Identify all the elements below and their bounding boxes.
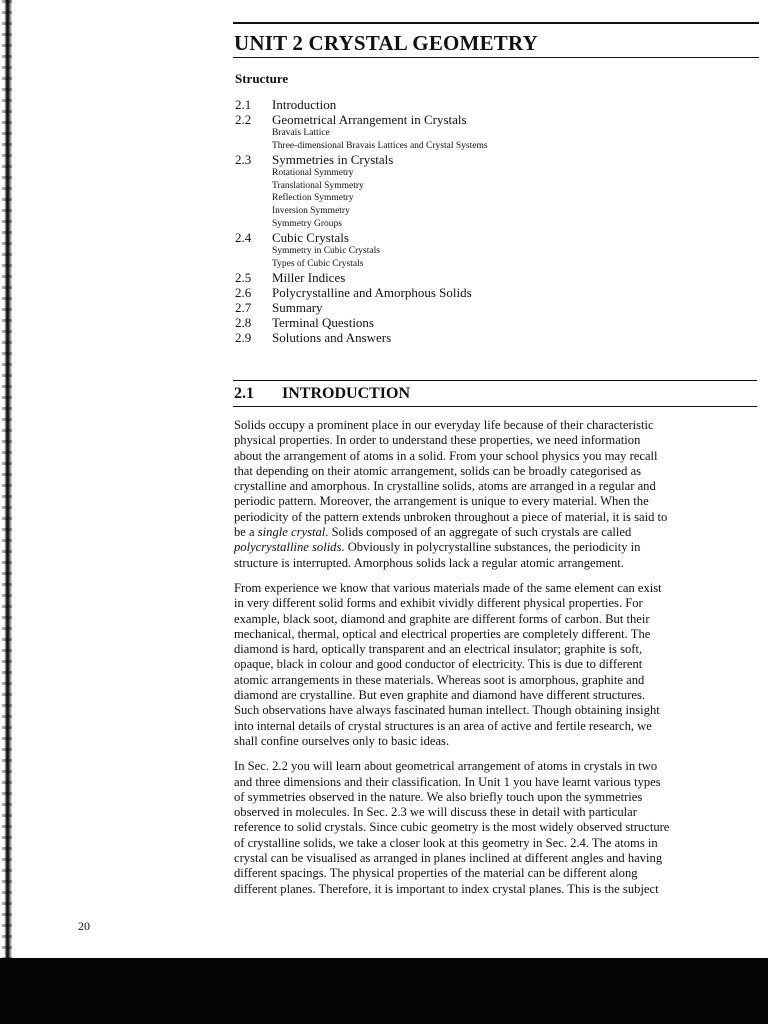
text-line: Such observations have always fascinated human intellect. Though obtaining insight xyxy=(234,703,660,718)
text-line: that depending on their atomic arrangement, solids can be broadly categorised as xyxy=(234,463,642,478)
text-line: crystalline and amorphous. In crystalline solids, atoms are arranged in a regular and xyxy=(234,479,656,494)
section-title-text: INTRODUCTION xyxy=(282,385,411,402)
toc-subitem: Symmetry Groups xyxy=(272,218,342,229)
toc-item-number: 2.3 xyxy=(235,152,252,168)
toc-item xyxy=(235,315,655,330)
toc-item xyxy=(235,270,655,285)
toc-item-title: Summary xyxy=(272,300,323,316)
toc-item-number: 2.1 xyxy=(235,97,252,112)
toc-item-title: Miller Indices xyxy=(272,270,346,286)
table-of-contents xyxy=(235,97,655,345)
text-line: of crystalline solids, we take a closer look at this geometry in Sec. 2.4. The atoms in xyxy=(234,835,658,850)
toc-item xyxy=(235,112,655,127)
toc-item-number: 2.9 xyxy=(235,330,252,346)
section-rule-bottom xyxy=(233,406,757,407)
toc-subitem: Inversion Symmetry xyxy=(272,205,350,216)
section-rule-top xyxy=(233,380,757,381)
unit-title: UNIT 2 CRYSTAL GEOMETRY xyxy=(234,31,538,55)
toc-item-title: Introduction xyxy=(272,97,337,112)
toc-item xyxy=(235,300,655,315)
paragraph xyxy=(234,418,734,571)
toc-subitem: Bravais Lattice xyxy=(272,128,330,138)
text-line: of symmetries observed in the nature. We also briefly touch upon the symmetries xyxy=(234,789,643,804)
text-line: diamond is hard, optically transparent and an electrical insulator; graphite is soft, xyxy=(234,642,643,657)
text-line: be a single crystal. Solids composed of an aggregate of such crystals are called xyxy=(234,525,632,540)
toc-item-number: 2.6 xyxy=(235,285,252,301)
toc-subitem: Translational Symmetry xyxy=(272,180,364,191)
toc-item-title: Cubic Crystals xyxy=(272,230,349,246)
toc-item xyxy=(235,152,655,167)
toc-subitem: Reflection Symmetry xyxy=(272,193,354,204)
text-line: in very different solid forms and exhibit vividly different physical properties. For xyxy=(234,596,643,611)
text-line: periodicity of the pattern extends unbroken throughout a piece of material, it is said to xyxy=(234,509,668,524)
text-line: Solids occupy a prominent place in our everyday life because of their characteristic xyxy=(234,418,654,432)
toc-item-title: Geometrical Arrangement in Crystals xyxy=(272,112,467,127)
text-line: opaque, black in colour and good conductor of electricity. This is due to different xyxy=(234,657,643,672)
toc-item-title: Terminal Questions xyxy=(272,315,374,331)
toc-item-title: Solutions and Answers xyxy=(272,330,392,346)
text-line: different spacings. The physical properties of the material can be different along xyxy=(234,866,638,881)
text-line: In Sec. 2.2 you will learn about geometrical arrangement of atoms in crystals in two xyxy=(234,759,658,774)
toc-item-number: 2.7 xyxy=(235,300,252,316)
section-number: 2.1 xyxy=(234,385,254,402)
text-line: diamond are crystalline. But even graphite and diamond have different structures. xyxy=(234,688,646,703)
scan-bottom-shadow xyxy=(0,958,768,1024)
text-line: physical properties. In order to understand these properties, we need information xyxy=(234,433,641,448)
text-line: observed in molecules. In Sec. 2.3 we will discuss these in detail with particular xyxy=(234,805,637,820)
text-line: periodic pattern. Moreover, the arrangement is unique to every material. When the xyxy=(234,494,649,509)
toc-subitems xyxy=(272,167,655,230)
toc-item-number: 2.4 xyxy=(235,230,252,246)
toc-subitem: Three-dimensional Bravais Lattices and Crystal Systems xyxy=(272,140,488,151)
toc-item-number: 2.2 xyxy=(235,112,252,127)
toc-subitems xyxy=(272,127,655,152)
text-line: crystal can be visualised as arranged in planes inclined at different angles and having xyxy=(234,851,663,866)
toc-item xyxy=(235,285,655,300)
toc-subitem: Rotational Symmetry xyxy=(272,168,354,179)
toc-item xyxy=(235,97,655,112)
toc-subitem: Types of Cubic Crystals xyxy=(272,258,364,269)
text-line: polycrystalline solids. Obviously in polycrystalline substances, the periodicity in xyxy=(234,540,641,555)
text-line: and three dimensions and their classification. In Unit 1 you have learnt various types xyxy=(234,774,661,789)
paragraph xyxy=(234,759,734,897)
page-number: 20 xyxy=(78,919,90,933)
text-line: different planes. Therefore, it is important to index crystal planes. This is the subject xyxy=(234,881,659,896)
toc-item xyxy=(235,330,655,345)
toc-item-title: Polycrystalline and Amorphous Solids xyxy=(272,285,472,301)
toc-subitem: Symmetry in Cubic Crystals xyxy=(272,246,380,257)
structure-label: Structure xyxy=(235,71,289,86)
text-line: reference to solid crystals. Since cubic geometry is the most widely observed structure xyxy=(234,820,670,835)
scan-binding-edge xyxy=(0,0,22,1024)
body-text xyxy=(234,418,734,907)
toc-item-number: 2.8 xyxy=(235,315,252,331)
unit-header xyxy=(233,22,759,58)
paragraph xyxy=(234,581,734,749)
toc-item xyxy=(235,230,655,245)
text-line: about the arrangement of atoms in a solid. From your school physics you may recall xyxy=(234,448,658,463)
section-title xyxy=(234,383,757,405)
toc-item-title: Symmetries in Crystals xyxy=(272,152,394,168)
text-line: mechanical, thermal, optical and electrical properties are completely different. The xyxy=(234,626,651,641)
toc-subitems xyxy=(272,245,655,270)
text-line: example, black soot, diamond and graphite are different forms of carbon. But their xyxy=(234,611,650,626)
toc-item-number: 2.5 xyxy=(235,270,252,286)
header-rule-top xyxy=(233,22,759,24)
header-rule-bottom xyxy=(233,57,759,58)
section-heading xyxy=(233,380,757,407)
text-line: atomic arrangements in these materials. Whereas soot is amorphous, graphite and xyxy=(234,672,645,687)
text-line: into internal details of crystal structures is an area of active and fertile research, we xyxy=(234,718,652,733)
text-line: shall confine ourselves only to basic ideas. xyxy=(234,733,450,748)
text-line: From experience we know that various materials made of the same element can exist xyxy=(234,580,662,595)
text-line: structure is interrupted. Amorphous solids lack a regular atomic arrangement. xyxy=(234,555,624,570)
